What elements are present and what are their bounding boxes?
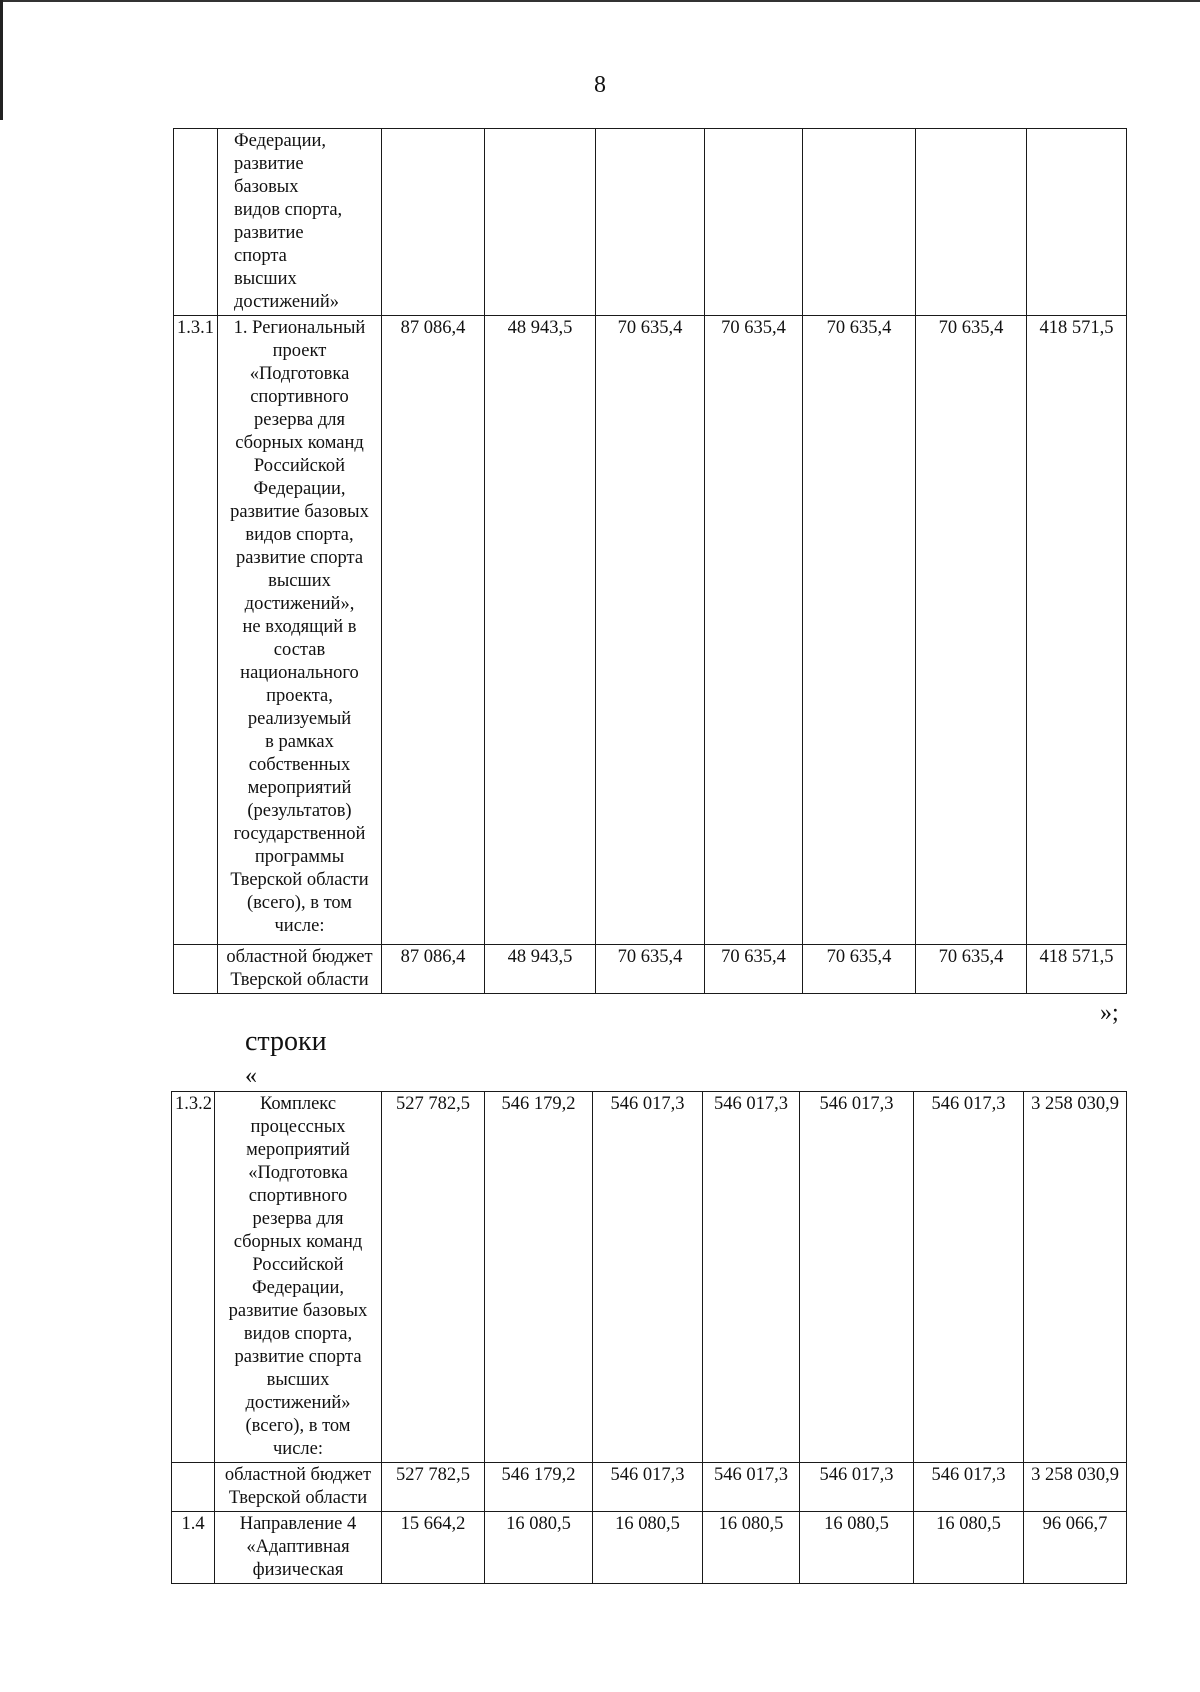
value-cell: 418 571,5 xyxy=(1027,945,1127,994)
value-cell xyxy=(916,129,1027,316)
row-name: Комплекс процессных мероприятий «Подготовка спортивного резерва для сборных команд Российской Федерации, развитие базовых видов спорта, развитие спорта высших достижений» (всего), в том числе: xyxy=(215,1092,382,1463)
value-cell: 418 571,5 xyxy=(1027,316,1127,945)
row-code: 1.3.2 xyxy=(172,1092,215,1463)
row-name: Направление 4 «Адаптивная физическая xyxy=(215,1512,382,1584)
table-row xyxy=(172,1463,1127,1512)
value-cell: 546 179,2 xyxy=(485,1463,593,1512)
value-cell: 16 080,5 xyxy=(914,1512,1024,1584)
value-cell: 546 017,3 xyxy=(703,1463,800,1512)
value-cell xyxy=(1027,129,1127,316)
row-name: областной бюджет Тверской области xyxy=(215,1463,382,1512)
value-cell: 16 080,5 xyxy=(593,1512,703,1584)
value-cell: 70 635,4 xyxy=(916,316,1027,945)
value-cell: 546 017,3 xyxy=(593,1092,703,1463)
value-cell: 48 943,5 xyxy=(485,316,596,945)
value-cell: 87 086,4 xyxy=(382,316,485,945)
value-cell: 3 258 030,9 xyxy=(1024,1092,1127,1463)
budget-table-continuation xyxy=(173,128,1127,994)
value-cell: 16 080,5 xyxy=(703,1512,800,1584)
value-cell: 70 635,4 xyxy=(705,316,803,945)
closing-quote: »; xyxy=(1100,1000,1119,1026)
value-cell: 16 080,5 xyxy=(800,1512,914,1584)
table-row xyxy=(174,316,1127,945)
value-cell: 546 017,3 xyxy=(703,1092,800,1463)
row-code xyxy=(174,129,218,316)
value-cell: 546 179,2 xyxy=(485,1092,593,1463)
value-cell: 96 066,7 xyxy=(1024,1512,1127,1584)
value-cell: 527 782,5 xyxy=(382,1092,485,1463)
table-row xyxy=(172,1512,1127,1584)
value-cell: 527 782,5 xyxy=(382,1463,485,1512)
row-name: 1. Региональный проект «Подготовка спортивного резерва для сборных команд Российской Федерации, развитие базовых видов спорта, развитие спорта высших достижений», не входящий в состав национального проекта, реализуемый в рамках собственных мероприятий (результатов) государственной программы Тверской области (всего), в том числе: xyxy=(218,316,382,945)
page-number: 8 xyxy=(594,72,606,98)
value-cell: 48 943,5 xyxy=(485,945,596,994)
open-quote: « xyxy=(245,1063,257,1089)
budget-table-replacement xyxy=(171,1091,1127,1584)
table-row xyxy=(172,1092,1127,1463)
row-code xyxy=(174,945,218,994)
row-name: Федерации, развитие базовых видов спорта, развитие спорта высших достижений» xyxy=(218,129,382,316)
scan-edge-left xyxy=(0,0,3,120)
value-cell: 70 635,4 xyxy=(705,945,803,994)
value-cell xyxy=(596,129,705,316)
value-cell: 87 086,4 xyxy=(382,945,485,994)
value-cell: 546 017,3 xyxy=(593,1463,703,1512)
value-cell xyxy=(803,129,916,316)
value-cell xyxy=(485,129,596,316)
table-row xyxy=(174,945,1127,994)
value-cell: 15 664,2 xyxy=(382,1512,485,1584)
table-row xyxy=(174,129,1127,316)
value-cell: 546 017,3 xyxy=(914,1092,1024,1463)
value-cell: 546 017,3 xyxy=(800,1463,914,1512)
value-cell: 16 080,5 xyxy=(485,1512,593,1584)
row-code xyxy=(172,1463,215,1512)
row-code: 1.4 xyxy=(172,1512,215,1584)
value-cell: 70 635,4 xyxy=(596,316,705,945)
value-cell xyxy=(382,129,485,316)
value-cell: 70 635,4 xyxy=(803,945,916,994)
value-cell: 70 635,4 xyxy=(803,316,916,945)
value-cell: 70 635,4 xyxy=(596,945,705,994)
value-cell: 546 017,3 xyxy=(914,1463,1024,1512)
value-cell xyxy=(705,129,803,316)
strings-label: строки xyxy=(245,1026,327,1057)
row-name: областной бюджет Тверской области xyxy=(218,945,382,994)
value-cell: 3 258 030,9 xyxy=(1024,1463,1127,1512)
value-cell: 70 635,4 xyxy=(916,945,1027,994)
row-code: 1.3.1 xyxy=(174,316,218,945)
scan-edge-top xyxy=(0,0,1200,2)
value-cell: 546 017,3 xyxy=(800,1092,914,1463)
